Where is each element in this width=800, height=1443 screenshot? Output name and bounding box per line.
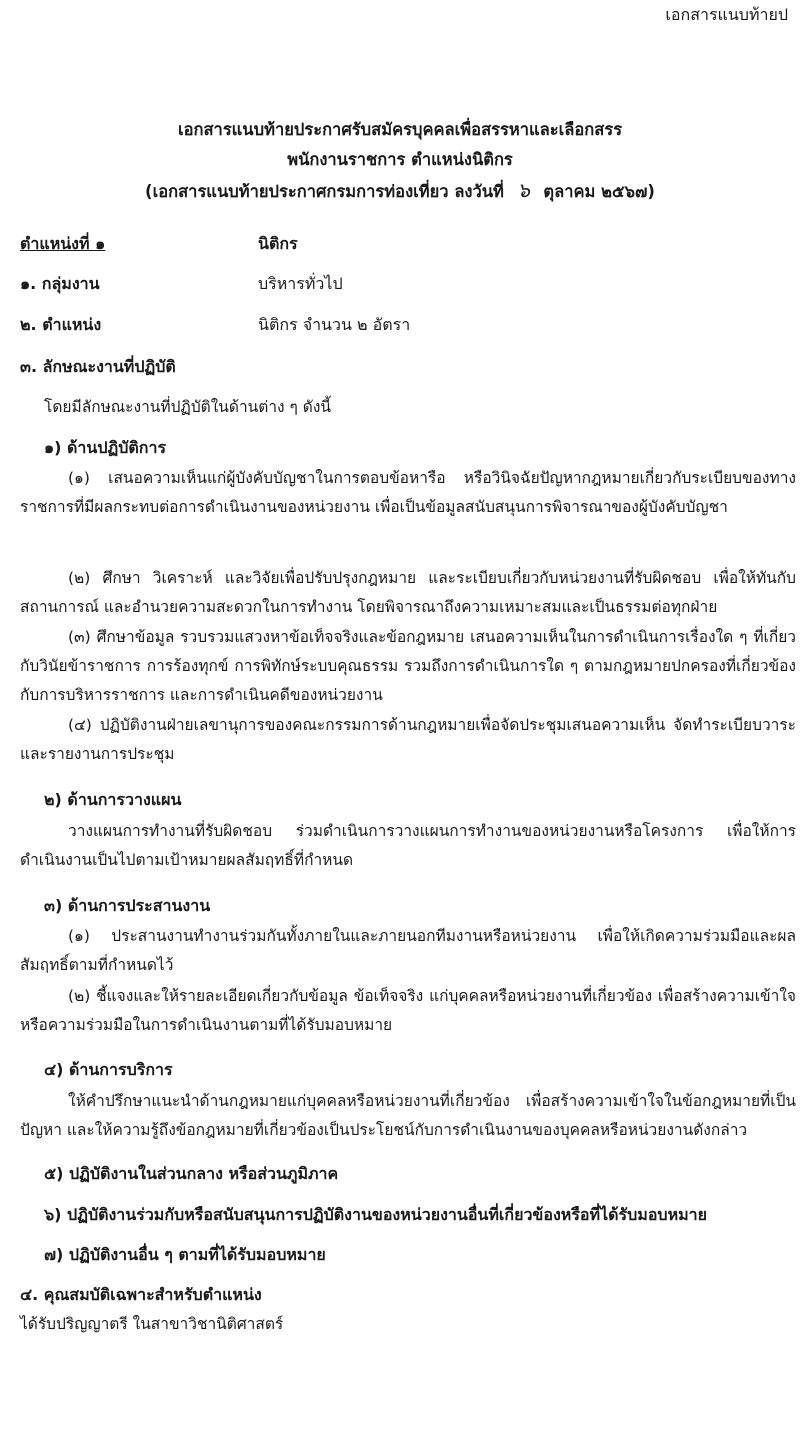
item-5: ๕) ปฏิบัติงานในส่วนกลาง หรือส่วนภูมิภาค: [44, 1164, 339, 1183]
group-label: ๑. กลุ่มงาน: [20, 274, 100, 293]
coord-heading: ๓) ด้านการประสานงาน: [44, 896, 211, 915]
attachment-corner-label: เอกสารแนบท้ายป: [665, 5, 788, 24]
section4-text: ได้รับปริญญาตรี ในสาขาวิชานิติศาสตร์: [20, 1315, 284, 1333]
coord-item-1: (๑) ประสานงานทำงานร่วมกันทั้งภายในและภายนอกทีมงานหรือหน่วยงาน เพื่อให้เกิดความร่วมมือและผลสัมฤทธิ์ตามที่กำหนดไว้: [20, 927, 796, 974]
item-6: ๖) ปฏิบัติงานร่วมกับหรือสนับสนุนการปฏิบัติงานของหน่วยงานอื่นที่เกี่ยวข้องหรือที่ได้รับมอบหมาย: [44, 1205, 708, 1224]
section3-intro: โดยมีลักษณะงานที่ปฏิบัติในด้านต่าง ๆ ดังนี้: [44, 398, 332, 416]
service-item-1: ให้คำปรึกษาแนะนำด้านกฎหมายแก่บุคคลหรือหน่วยงานที่เกี่ยวข้อง เพื่อสร้างความเข้าใจในข้อกฎหมายที่เป็นปัญหา และให้ความรู้ถึงข้อกฎหมายที่เกี่ยวข้องเป็นประโยชน์กับการดำเนินงานของบุคคลหรือหน่วยงานดังกล่าว: [20, 1092, 796, 1139]
header-line-3-suffix: ตุลาคม ๒๕๖๗): [543, 182, 655, 201]
plan-item-1: วางแผนการทำงานที่รับผิดชอบ ร่วมดำเนินการวางแผนการทำงานของหน่วยงานหรือโครงการ เพื่อให้การดำเนินงานเป็นไปตามเป้าหมายผลสัมฤทธิ์ที่กำหนด: [20, 822, 796, 869]
item-7: ๗) ปฏิบัติงานอื่น ๆ ตามที่ได้รับมอบหมาย: [44, 1245, 326, 1264]
coord-item-2: (๒) ชี้แจงและให้รายละเอียดเกี่ยวกับข้อมูล ข้อเท็จจริง แก่บุคคลหรือหน่วยงานที่เกี่ยวข้อง เพื่อสร้างความเข้าใจหรือความร่วมมือในการดำเนินงานตามที่ได้รับมอบหมาย: [20, 987, 796, 1034]
position-value: นิติกร: [258, 234, 298, 253]
ops-heading: ๑) ด้านปฏิบัติการ: [44, 438, 167, 457]
group-value: บริหารทั่วไป: [258, 274, 343, 293]
title-value: นิติกร จำนวน ๒ อัตรา: [258, 315, 411, 334]
position-label: ตำแหน่งที่ ๑: [20, 234, 106, 253]
header-line-3: [0, 179, 800, 203]
plan-heading: ๒) ด้านการวางแผน: [44, 790, 182, 809]
section3-heading: ๓. ลักษณะงานที่ปฏิบัติ: [20, 357, 176, 376]
ops-item-1: (๑) เสนอความเห็นแก่ผู้บังคับบัญชาในการตอบข้อหารือ หรือวินิจฉัยปัญหากฎหมายเกี่ยวกับระเบียบของทางราชการที่มีผลกระทบต่อการดำเนินงานของหน่วยงาน เพื่อเป็นข้อมูลสนับสนุนการพิจารณาของผู้บังคับบัญชา: [20, 469, 796, 516]
ops-item-2: (๒) ศึกษา วิเคราะห์ และวิจัยเพื่อปรับปรุงกฎหมาย และระเบียบเกี่ยวกับหน่วยงานที่รับผิดชอบ เพื่อให้ทันกับสถานการณ์ และอำนวยความสะดวกในการทำงาน โดยพิจารณาถึงความเหมาะสมและเป็นธรรมต่อทุกฝ่าย: [20, 569, 796, 616]
title-label: ๒. ตำแหน่ง: [20, 315, 102, 334]
header-line-2: พนักงานราชการ ตำแหน่งนิติกร: [287, 150, 513, 169]
ops-item-3: (๓) ศึกษาข้อมูล รวบรวมแสวงหาข้อเท็จจริงและข้อกฎหมาย เสนอความเห็นในการดำเนินการเรื่องใด ๆ ที่เกี่ยวกับวินัยข้าราชการ การร้องทุกข์ การพิทักษ์ระบบคุณธรรม รวมถึงการดำเนินการใด ๆ ตามกฎหมายปกครองที่เกี่ยวข้องกับการบริหารราชการ และการดำเนินคดีของหน่วยงาน: [20, 628, 796, 704]
header-line-3-prefix: (เอกสารแนบท้ายประกาศกรมการท่องเที่ยว ลงวันที่: [145, 182, 504, 201]
header-line-1: เอกสารแนบท้ายประกาศรับสมัครบุคคลเพื่อสรรหาและเลือกสรร: [177, 120, 623, 139]
section4-heading: ๔. คุณสมบัติเฉพาะสำหรับตำแหน่ง: [20, 1285, 262, 1304]
ops-item-4: (๔) ปฏิบัติงานฝ่ายเลขานุการของคณะกรรมการด้านกฎหมายเพื่อจัดประชุมเสนอความเห็น จัดทำระเบียบวาระ และรายงานการประชุม: [20, 716, 796, 763]
service-heading: ๔) ด้านการบริการ: [44, 1060, 173, 1079]
handwritten-date: ๖: [517, 178, 530, 202]
